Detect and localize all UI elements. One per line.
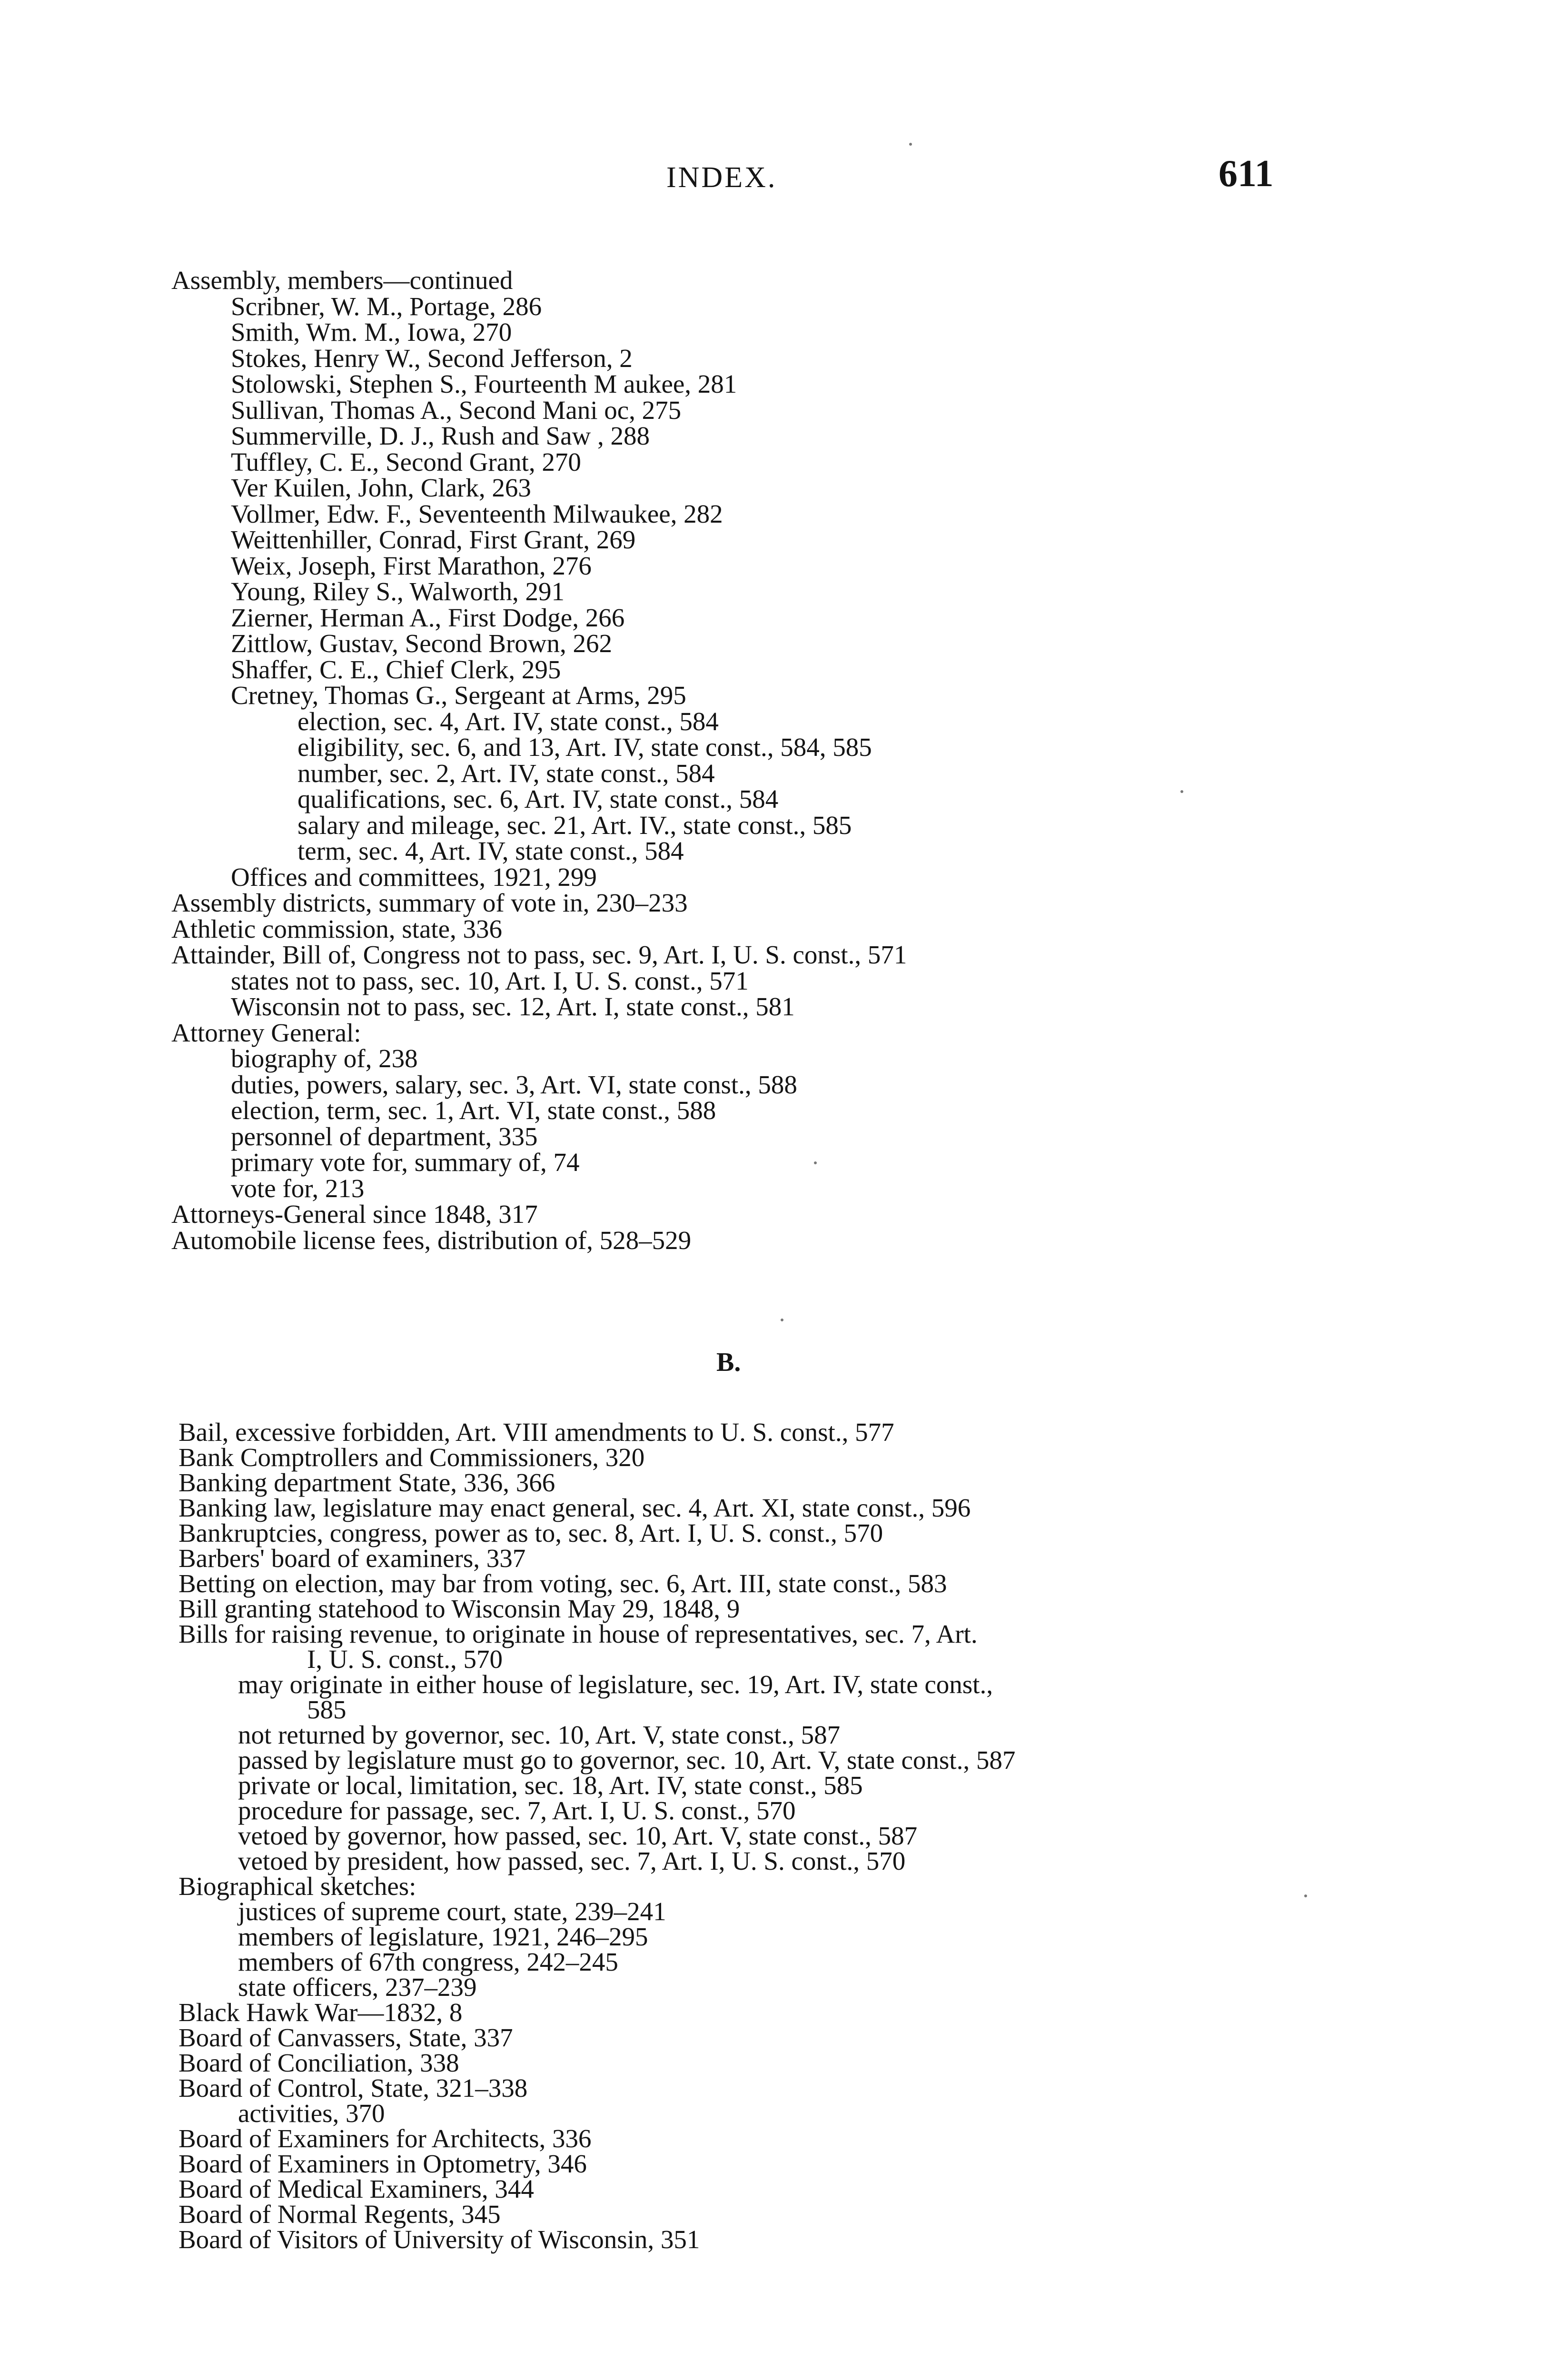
index-entry: Board of Medical Examiners, 344 (178, 2174, 534, 2203)
index-section-b (178, 1419, 1330, 2252)
index-subentry: salary and mileage, sec. 21, Art. IV., state const., 585 (297, 810, 852, 840)
index-subentry: Shaffer, C. E., Chief Clerk, 295 (231, 654, 561, 684)
index-subentry: Weittenhiller, Conrad, First Grant, 269 (231, 525, 636, 554)
index-subentry: I, U. S. const., 570 (307, 1645, 503, 1674)
index-subentry: Scribner, W. M., Portage, 286 (231, 291, 542, 321)
index-entry: Board of Canvassers, State, 337 (178, 2023, 513, 2052)
index-subentry: duties, powers, salary, sec. 3, Art. VI, state const., 588 (231, 1070, 797, 1099)
index-subentry: Summerville, D. J., Rush and Saw , 288 (231, 421, 650, 450)
index-subentry: Cretney, Thomas G., Sergeant at Arms, 295 (231, 681, 686, 710)
scan-speck (909, 143, 912, 146)
index-subentry: Offices and committees, 1921, 299 (231, 862, 597, 892)
index-entry: Betting on election, may bar from voting, sec. 6, Art. III, state const., 583 (178, 1569, 947, 1598)
section-letter-b: B. (716, 1348, 741, 1377)
index-subentry: election, term, sec. 1, Art. VI, state const., 588 (231, 1096, 716, 1125)
index-entry: Bail, excessive forbidden, Art. VIII amendments to U. S. const., 577 (178, 1418, 894, 1447)
page-number: 611 (1219, 153, 1274, 195)
index-entry: Bills for raising revenue, to originate in house of representatives, sec. 7, Art. (178, 1619, 978, 1648)
index-entry: Board of Examiners for Architects, 336 (178, 2124, 592, 2153)
index-entry: Banking law, legislature may enact general, sec. 4, Art. XI, state const., 596 (178, 1493, 971, 1522)
index-subentry: justices of supreme court, state, 239–241 (238, 1897, 666, 1926)
index-subentry: procedure for passage, sec. 7, Art. I, U. S. const., 570 (238, 1796, 796, 1825)
index-section-a (171, 268, 1323, 1253)
scan-speck (814, 1161, 817, 1164)
scan-speck (781, 1319, 783, 1321)
scan-speck (1180, 790, 1183, 793)
index-subentry: not returned by governor, sec. 10, Art. V, state const., 587 (238, 1720, 841, 1749)
index-subentry: eligibility, sec. 6, and 13, Art. IV, state const., 584, 585 (297, 733, 872, 762)
index-entry: Athletic commission, state, 336 (171, 914, 503, 943)
index-subentry: primary vote for, summary of, 74 (231, 1148, 580, 1177)
index-entry: Board of Conciliation, 338 (178, 2048, 459, 2077)
index-subentry: Zittlow, Gustav, Second Brown, 262 (231, 629, 612, 658)
index-entry: Black Hawk War—1832, 8 (178, 1998, 463, 2027)
index-subentry: may originate in either house of legislature, sec. 19, Art. IV, state const., (238, 1670, 993, 1699)
index-entry: Board of Examiners in Optometry, 346 (178, 2149, 587, 2178)
index-subentry: Smith, Wm. M., Iowa, 270 (231, 317, 512, 347)
index-subentry: Tuffley, C. E., Second Grant, 270 (231, 447, 581, 476)
index-subentry: Zierner, Herman A., First Dodge, 266 (231, 603, 625, 632)
index-subentry: passed by legislature must go to governor, sec. 10, Art. V, state const., 587 (238, 1745, 1016, 1775)
index-subentry: Vollmer, Edw. F., Seventeenth Milwaukee, 282 (231, 499, 723, 528)
index-subentry: Weix, Joseph, First Marathon, 276 (231, 551, 592, 580)
index-entry: Bill granting statehood to Wisconsin May 29, 1848, 9 (178, 1594, 740, 1623)
index-subentry: vetoed by governor, how passed, sec. 10, Art. V, state const., 587 (238, 1821, 918, 1850)
running-head: INDEX. (666, 161, 777, 194)
index-subentry: Ver Kuilen, John, Clark, 263 (231, 473, 531, 502)
index-entry: Assembly, members—continued (171, 266, 513, 295)
index-entry: Assembly districts, summary of vote in, 230–233 (171, 888, 688, 917)
index-subentry: activities, 370 (238, 2099, 385, 2128)
index-subentry: personnel of department, 335 (231, 1121, 538, 1151)
index-entry: Board of Visitors of University of Wisconsin, 351 (178, 2225, 700, 2254)
index-subentry: Wisconsin not to pass, sec. 12, Art. I, state const., 581 (231, 992, 795, 1021)
index-entry: Attorneys-General since 1848, 317 (171, 1200, 538, 1229)
index-subentry: members of legislature, 1921, 246–295 (238, 1922, 648, 1951)
index-entry: Bankruptcies, congress, power as to, sec. 8, Art. I, U. S. const., 570 (178, 1518, 883, 1547)
index-subentry: election, sec. 4, Art. IV, state const., 584 (297, 706, 719, 736)
index-subentry: private or local, limitation, sec. 18, Art. IV, state const., 585 (238, 1771, 863, 1800)
index-subentry: vetoed by president, how passed, sec. 7, Art. I, U. S. const., 570 (238, 1846, 906, 1875)
index-subentry: Stokes, Henry W., Second Jefferson, 2 (231, 343, 633, 373)
index-subentry: state officers, 237–239 (238, 1973, 477, 2002)
index-subentry: biography of, 238 (231, 1044, 418, 1073)
index-entry: Automobile license fees, distribution of, 528–529 (171, 1225, 692, 1255)
index-entry: Attorney General: (171, 1018, 361, 1047)
scan-speck (1304, 1894, 1307, 1897)
index-entry: Banking department State, 336, 366 (178, 1468, 555, 1497)
index-subentry: number, sec. 2, Art. IV, state const., 584 (297, 758, 715, 788)
index-entry: Attainder, Bill of, Congress not to pass, sec. 9, Art. I, U. S. const., 571 (171, 940, 907, 969)
index-subentry: Sullivan, Thomas A., Second Mani oc, 275 (231, 395, 682, 425)
index-subentry: vote for, 213 (231, 1173, 365, 1203)
index-subentry: qualifications, sec. 6, Art. IV, state const., 584 (297, 784, 779, 813)
index-subentry: Young, Riley S., Walworth, 291 (231, 577, 565, 606)
index-entry: Bank Comptrollers and Commissioners, 320 (178, 1443, 645, 1472)
index-entry: Biographical sketches: (178, 1872, 416, 1901)
index-subentry: term, sec. 4, Art. IV, state const., 584 (297, 836, 684, 865)
index-entry: Barbers' board of examiners, 337 (178, 1544, 526, 1573)
index-subentry: states not to pass, sec. 10, Art. I, U. S. const., 571 (231, 966, 749, 995)
index-subentry: Stolowski, Stephen S., Fourteenth M aukee, 281 (231, 369, 737, 398)
index-entry: Board of Normal Regents, 345 (178, 2200, 501, 2229)
index-subentry: members of 67th congress, 242–245 (238, 1947, 618, 1976)
index-entry: Board of Control, State, 321–338 (178, 2073, 528, 2102)
index-subentry: 585 (307, 1695, 347, 1724)
